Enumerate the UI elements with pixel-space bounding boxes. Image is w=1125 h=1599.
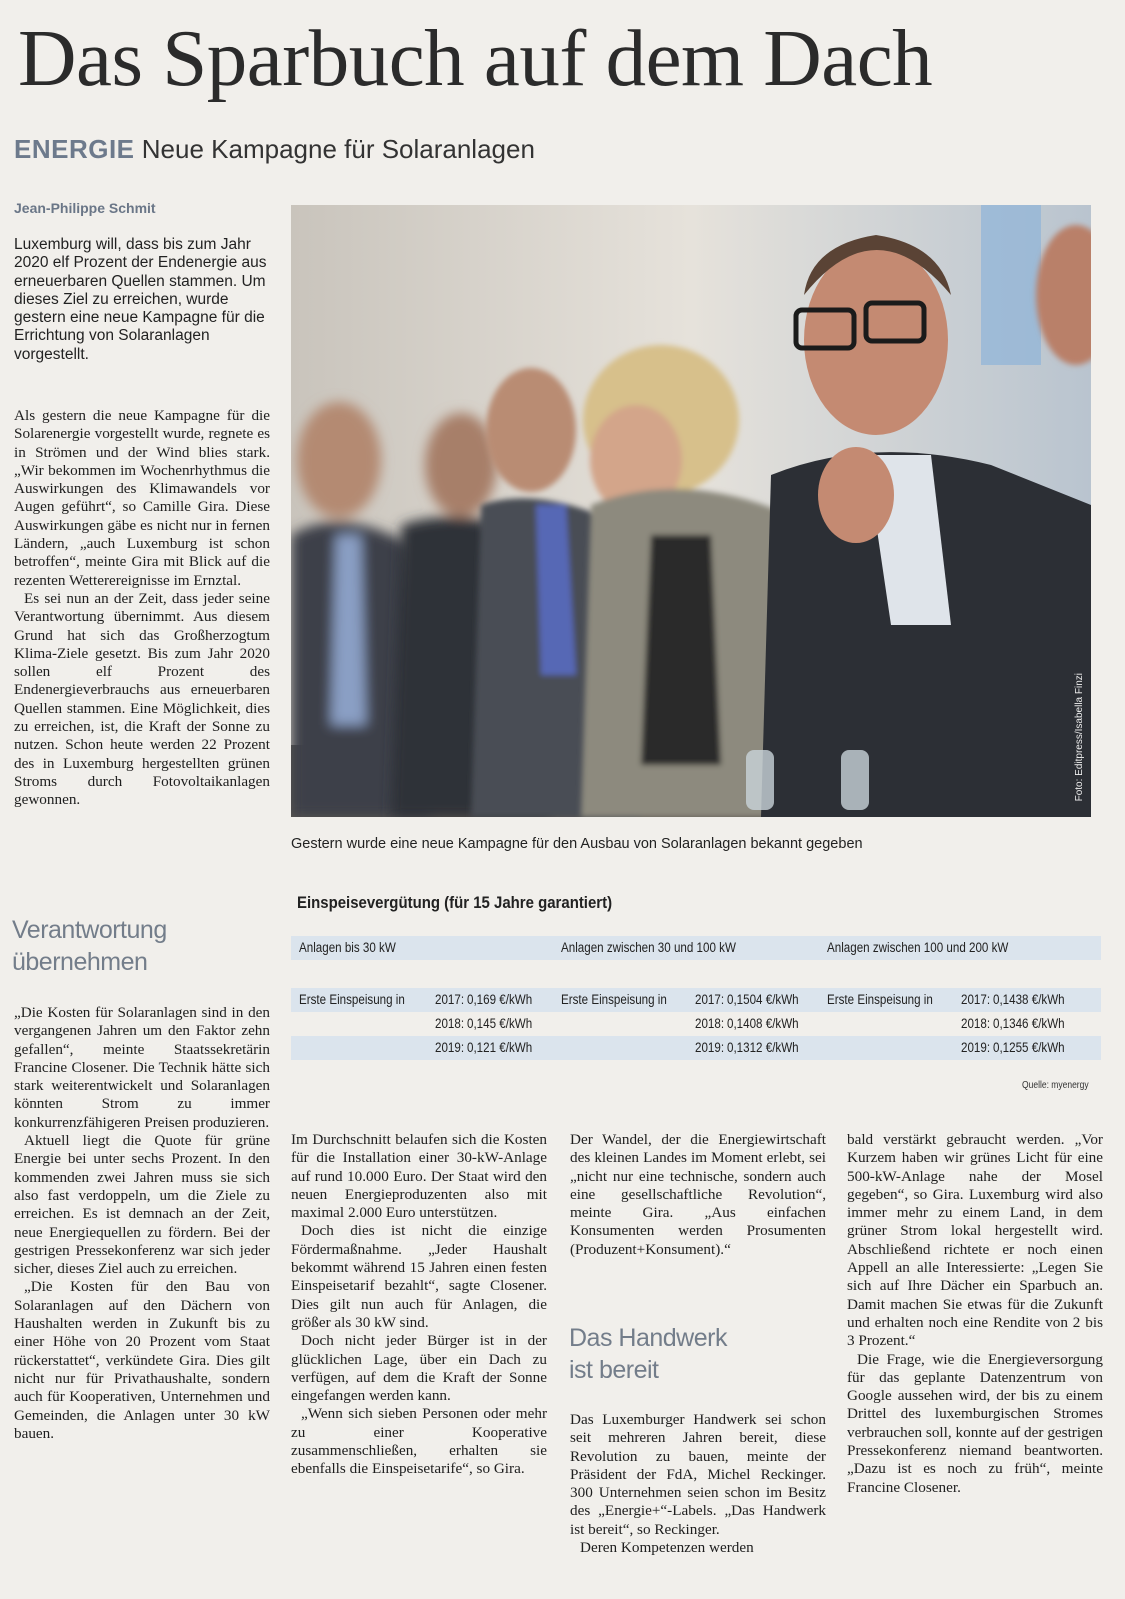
table-cell-year: 2018: bbox=[695, 1016, 725, 1031]
table-title: Einspeisevergütung (für 15 Jahre garantiert) bbox=[297, 893, 613, 912]
table-row bbox=[291, 1036, 1101, 1060]
kicker bbox=[14, 131, 535, 167]
subhead-line: übernehmen bbox=[12, 948, 148, 976]
table-header-row bbox=[291, 936, 1101, 960]
paragraph: „Die Kosten für den Bau von Solaranlagen auf den Dächern von Haushalten werden in Zukunft bis zu einer Höhe von 20 Prozent vom Staat rückerstattet“, verkündete Gira. Dies gilt nicht nur für Privathaushalte, sondern auch für Kooperativen, Unternehmen und Gemeinden, die Anlagen unter 30 kW bauen. bbox=[14, 1278, 270, 1442]
paragraph: Das Luxemburger Handwerk sei schon seit mehreren Jahren bereit, diese Revolution zu bauen, meinte der Präsident der FdA, Michel Reckinger. 300 Unternehmen seien schon im Besitz des „Energie+“-Labels. „Das Handwerk ist bereit“, so Reckinger. bbox=[570, 1411, 826, 1538]
subhead-line: ist bereit bbox=[569, 1356, 659, 1384]
table-source: Quelle: myenergy bbox=[1022, 1080, 1089, 1091]
intro-paragraph: Luxemburg will, dass bis zum Jahr 2020 elf Prozent der Endenergie aus erneuerbaren Quellen stammen. Um dieses Ziel zu erreichen, wurde gestern eine neue Kampagne für die Errichtung von Solaranlagen vorgestellt. bbox=[14, 236, 267, 363]
table-cell-year: 2018: bbox=[435, 1016, 465, 1031]
paragraph: Doch nicht jeder Bürger ist in der glücklichen Lage, über ein Dach zu verfügen, auf dem die Kraft der Sonne eingefangen werden kann. bbox=[291, 1332, 547, 1405]
table-cell-year: 2017: bbox=[961, 992, 991, 1007]
table-cell-year: 2019: bbox=[961, 1040, 991, 1055]
paragraph: „Wenn sich sieben Personen oder mehr zu einer Kooperative zusammenschließen, erhalten sie ebenfalls die Einspeisetarife“, so Gira. bbox=[291, 1405, 547, 1478]
table-cell-prefix: Erste Einspeisung in bbox=[561, 992, 667, 1007]
photo-caption: Gestern wurde eine neue Kampagne für den Ausbau von Solaranlagen bekannt gegeben bbox=[291, 836, 863, 852]
headline: Das Sparbuch auf dem Dach bbox=[18, 13, 933, 103]
kicker-text: Neue Kampagne für Solaranlagen bbox=[141, 134, 535, 164]
table-cell: 0,1312 €/kWh bbox=[727, 1040, 799, 1055]
paragraph: Der Wandel, der die Energiewirtschaft des kleinen Landes im Moment erlebt, sei „nicht nur eine technische, sondern auch eine gesellschaftliche Revolution“, meinte Gira. „Aus einfachen Konsumenten werden Prosumenten (Produzent+Konsument).“ bbox=[570, 1131, 826, 1258]
subhead-line: Verantwortung bbox=[12, 916, 167, 944]
photo-illustration bbox=[291, 205, 1091, 817]
paragraph: „Die Kosten für Solaranlagen sind in den vergangenen Jahren um den Faktor zehn gefallen“, meinte Staatssekretärin Francine Closener. Die Technik hätte sich stark weiterentwickelt und Solaranlagen könnten Strom zu immer konkurrenzfähigeren Preisen produzieren. bbox=[14, 1004, 270, 1131]
table-header: Anlagen zwischen 30 und 100 kW bbox=[561, 940, 736, 955]
table-cell: 0,1438 €/kWh bbox=[993, 992, 1065, 1007]
table-header: Anlagen bis 30 kW bbox=[299, 940, 396, 955]
table-cell: 0,169 €/kWh bbox=[467, 992, 533, 1007]
author-byline: Jean-Philippe Schmit bbox=[14, 200, 156, 216]
paragraph: Aktuell liegt die Quote für grüne Energie bei unter sechs Prozent. In den kommenden zwei Jahren muss sie sich also fast verdoppeln, um die Ziele zu erreichen. Es ist demnach an der Zeit, neue Energiequellen zu fördern. Bei der gestrigen Pressekonferenz war sich jeder sicher, dieses Ziel auch zu erreichen. bbox=[14, 1132, 270, 1278]
table-cell-year: 2019: bbox=[695, 1040, 725, 1055]
kicker-topic: ENERGIE bbox=[14, 134, 135, 164]
paragraph: Als gestern die neue Kampagne für die Solarenergie vorgestellt wurde, regnete es in Strömen und der Wind blies stark. „Wir bekommen im Wochenrhythmus die Auswirkungen des Klimawandels vor Augen geführt“, so Camille Gira. Diese Auswirkungen gäbe es nicht nur in fernen Ländern, „auch Luxemburg ist schon betroffen“, meinte Gira mit Blick auf die rezenten Wetterereignisse im Ernztal. bbox=[14, 407, 270, 589]
table-cell: 0,1346 €/kWh bbox=[993, 1016, 1065, 1031]
column-4 bbox=[847, 1131, 1103, 1497]
subhead-line: Das Handwerk bbox=[569, 1324, 727, 1352]
table-cell: 0,1408 €/kWh bbox=[727, 1016, 799, 1031]
paragraph: Deren Kompetenzen werden bbox=[580, 1539, 754, 1557]
table-cell: 0,1504 €/kWh bbox=[727, 992, 799, 1007]
subhead-verantwortung bbox=[12, 914, 268, 978]
table-cell: 0,1255 €/kWh bbox=[993, 1040, 1065, 1055]
table-row bbox=[291, 988, 1101, 1012]
table-header: Anlagen zwischen 100 und 200 kW bbox=[827, 940, 1009, 955]
column-1-bottom bbox=[14, 1004, 270, 1443]
column-3-bottom bbox=[570, 1411, 826, 1557]
paragraph: Die Frage, wie die Energieversorgung für das geplante Datenzentrum von Google aussehen wird, der bis zu einem Drittel des luxemburgischen Stromes verbrauchen soll, konnte auf der gestrigen Pressekonferenz niemand beantworten. „Dazu ist es noch zu früh“, meinte Francine Closener. bbox=[847, 1350, 1103, 1496]
table-cell-prefix: Erste Einspeisung in bbox=[299, 992, 405, 1007]
photo-credit: Foto: Editpress/Isabella Finzi bbox=[1074, 672, 1085, 801]
paragraph: Doch dies ist nicht die einzige Fördermaßnahme. „Jeder Haushalt bekommt während 15 Jahren einen festen Einspeisetarif bezahlt“, sagte Closener. Dies gilt nun auch für Anlagen, die größer als 30 kW sind. bbox=[291, 1222, 547, 1331]
table-cell-year: 2018: bbox=[961, 1016, 991, 1031]
paragraph: Es sei nun an der Zeit, dass jeder seine Verantwortung übernimmt. Aus diesem Grund hat sich das Großherzogtum Klima-Ziele gesetzt. Bis zum Jahr 2020 sollen elf Prozent des Endenergieverbrauchs aus erneuerbaren Quellen stammen. Eine Möglichkeit, dies zu erreichen, ist, die Kraft der Sonne zu nutzen. Schon heute werden 22 Prozent des in Luxemburg hergestellten grünen Stroms durch Fotovoltaikanlagen gewonnen. bbox=[14, 589, 270, 809]
table-cell-year: 2017: bbox=[695, 992, 725, 1007]
table-cell: 0,145 €/kWh bbox=[467, 1016, 533, 1031]
table-cell-prefix: Erste Einspeisung in bbox=[827, 992, 933, 1007]
paragraph: bald verstärkt gebraucht werden. „Vor Kurzem haben wir grünes Licht für eine 500-kW-Anlage nahe der Mosel gegeben“, so Gira. Luxemburg wird also immer mehr zu einem Land, in dem grüner Strom lokal hergestellt wird. Abschließend richtete er noch einen Appell an alle Interessierte: „Legen Sie sich auf Ihre Dächer ein Sparbuch an. Damit machen Sie etwas für die Zukunft und erhalten noch eine Rendite von 2 bis 3 Prozent.“ bbox=[847, 1131, 1103, 1350]
column-3-top bbox=[570, 1131, 826, 1259]
table-cell-year: 2017: bbox=[435, 992, 465, 1007]
subhead-handwerk bbox=[569, 1322, 825, 1386]
table-cell-year: 2019: bbox=[435, 1040, 465, 1055]
column-1-top bbox=[14, 407, 270, 810]
table-row bbox=[291, 1012, 1101, 1036]
paragraph: Im Durchschnitt belaufen sich die Kosten für die Installation einer 30-kW-Anlage auf rund 10.000 Euro. Der Staat wird den neuen Energieproduzenten also mit maximal 2.000 Euro unterstützen. bbox=[291, 1131, 547, 1222]
column-2 bbox=[291, 1131, 547, 1479]
table-cell: 0,121 €/kWh bbox=[467, 1040, 533, 1055]
article-photo bbox=[291, 205, 1091, 817]
